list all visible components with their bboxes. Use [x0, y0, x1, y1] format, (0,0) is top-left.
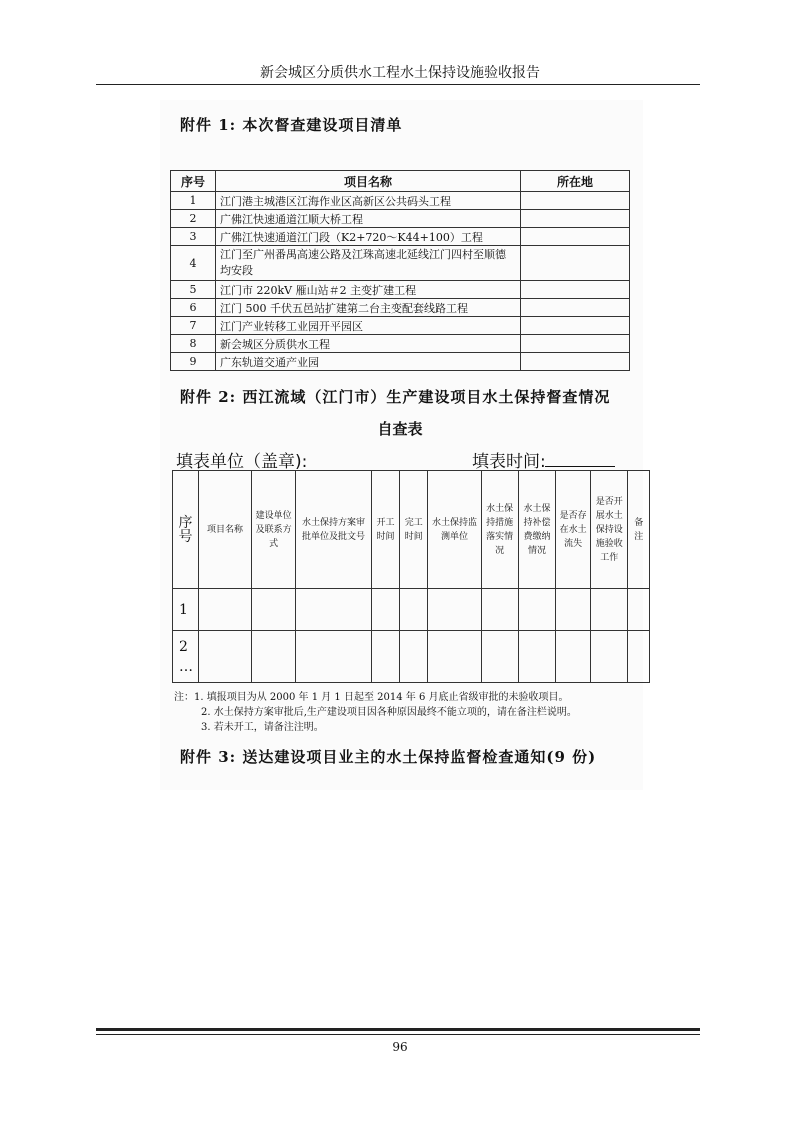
table-notes: [174, 690, 577, 735]
row-location: [521, 281, 630, 299]
col-header-location: 所在地: [521, 171, 630, 192]
row-location: [521, 246, 630, 281]
col-header: 完工时间: [400, 471, 428, 589]
row-name: 广佛江快速通道江顺大桥工程: [216, 210, 521, 228]
col-header: 是否开展水土保持设施验收工作: [591, 471, 628, 589]
row-location: [521, 335, 630, 353]
fill-time-label: 填表时间:: [472, 452, 546, 472]
note-1: 注：1. 填报项目为从 2000 年 1 月 1 日起至 2014 年 6 月底止省级审批的未验收项目。: [174, 692, 569, 703]
header-rule: [96, 84, 700, 85]
table-row: [171, 353, 630, 371]
row-name: 江门至广州番禺高速公路及江珠高速北延线江门四村至顺德均安段: [216, 246, 521, 281]
col-header: 备注: [628, 471, 650, 589]
footer-rule-thick: [96, 1028, 700, 1031]
row-label-2: 2: [179, 638, 188, 655]
row-name: 新会城区分质供水工程: [216, 335, 521, 353]
col-header: 项目名称: [198, 471, 251, 589]
row-location: [521, 317, 630, 335]
row-label: [173, 631, 199, 683]
annex3-heading: 附件 3: 送达建设项目业主的水土保持监督检查通知(9 份): [180, 748, 597, 766]
table-row: [171, 299, 630, 317]
col-header-no: 序号: [171, 171, 216, 192]
col-header: 开工时间: [371, 471, 399, 589]
row-location: [521, 353, 630, 371]
self-check-table: [172, 470, 650, 683]
col-header: 水土保持措施落实情况: [481, 471, 518, 589]
col-header: 水土保持方案审批单位及批文号: [296, 471, 372, 589]
table-row: [171, 317, 630, 335]
page-header: 新会城区分质供水工程水土保持设施验收报告: [260, 65, 540, 81]
row-location: [521, 299, 630, 317]
row-label: 1: [173, 589, 199, 631]
note-3: 3. 若未开工，请备注注明。: [201, 722, 324, 733]
row-no: 6: [171, 299, 216, 317]
table-row: [171, 210, 630, 228]
fill-unit-label: 填表单位（盖章):: [176, 452, 308, 472]
row-no: 2: [171, 210, 216, 228]
table-row: [171, 335, 630, 353]
row-label-ellipsis: …: [179, 658, 193, 675]
table-row: [173, 631, 650, 683]
col-header: 建设单位及联系方式: [252, 471, 296, 589]
row-name: 广东轨道交通产业园: [216, 353, 521, 371]
table-row: [173, 589, 650, 631]
self-check-title: 自查表: [377, 420, 423, 438]
col-header: 序号: [173, 471, 199, 589]
col-header: 水土保持补偿费缴纳情况: [518, 471, 555, 589]
row-no: 4: [171, 246, 216, 281]
row-no: 3: [171, 228, 216, 246]
row-no: 9: [171, 353, 216, 371]
row-no: 5: [171, 281, 216, 299]
row-name: 江门 500 千伏五邑站扩建第二台主变配套线路工程: [216, 299, 521, 317]
row-name: 江门市 220kV 雁山站＃2 主变扩建工程: [216, 281, 521, 299]
row-name: 广佛江快速通道江门段（K2+720～K44+100）工程: [216, 228, 521, 246]
annex1-heading: 附件 1: 本次督查建设项目清单: [180, 116, 403, 134]
row-no: 1: [171, 192, 216, 210]
table-row: [171, 228, 630, 246]
row-location: [521, 210, 630, 228]
table-header-row: [173, 471, 650, 589]
page-number: 96: [392, 1040, 408, 1054]
note-2: 2. 水土保持方案审批后,生产建设项目因各种原因最终不能立项的，请在备注栏说明。: [201, 707, 577, 718]
col-header-name: 项目名称: [216, 171, 521, 192]
col-header: 水土保持监测单位: [428, 471, 481, 589]
col-header: 是否存在水土流失: [556, 471, 591, 589]
row-no: 8: [171, 335, 216, 353]
row-location: [521, 192, 630, 210]
table-row: [171, 281, 630, 299]
footer-rule-thin: [96, 1034, 700, 1035]
annex2-heading: 附件 2: 西江流域（江门市）生产建设项目水土保持督查情况: [180, 388, 611, 406]
row-location: [521, 228, 630, 246]
row-no: 7: [171, 317, 216, 335]
table-header-row: [171, 171, 630, 192]
row-name: 江门港主城港区江海作业区高新区公共码头工程: [216, 192, 521, 210]
table-row: [171, 192, 630, 210]
project-list-table: [170, 170, 630, 371]
row-name: 江门产业转移工业园开平园区: [216, 317, 521, 335]
table-row: [171, 246, 630, 281]
fill-time-blank: [545, 466, 615, 467]
